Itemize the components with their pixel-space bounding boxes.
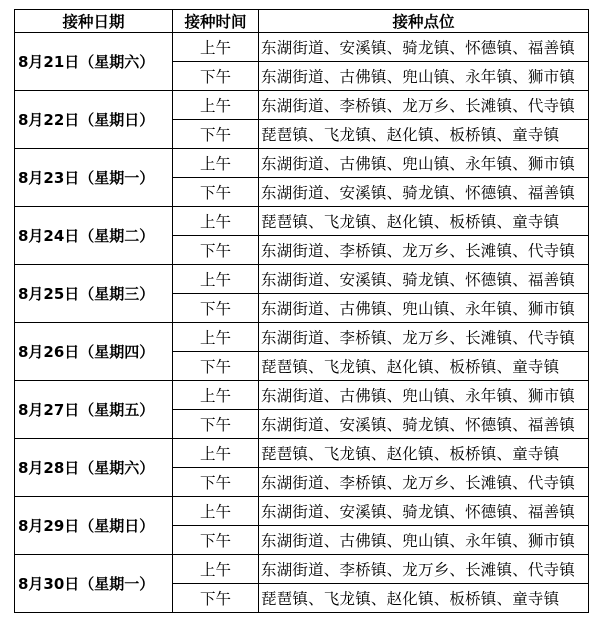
sites-cell-pm: 琵琶镇、飞龙镇、赵化镇、板桥镇、童寺镇	[259, 584, 589, 613]
date-cell: 8月30日（星期一）	[15, 555, 173, 613]
sites-cell-pm: 东湖街道、安溪镇、骑龙镇、怀德镇、福善镇	[259, 410, 589, 439]
time-cell-pm: 下午	[173, 468, 259, 497]
time-cell-am: 上午	[173, 149, 259, 178]
sites-cell-pm: 东湖街道、李桥镇、龙万乡、长滩镇、代寺镇	[259, 468, 589, 497]
header-row	[15, 10, 589, 33]
time-cell-pm: 下午	[173, 410, 259, 439]
table-row	[15, 149, 589, 178]
table-row	[15, 381, 589, 410]
time-cell-pm: 下午	[173, 584, 259, 613]
time-cell-pm: 下午	[173, 120, 259, 149]
table-row	[15, 207, 589, 236]
sites-cell-pm: 东湖街道、李桥镇、龙万乡、长滩镇、代寺镇	[259, 236, 589, 265]
sites-cell-am: 东湖街道、古佛镇、兜山镇、永年镇、狮市镇	[259, 381, 589, 410]
sites-cell-pm: 东湖街道、古佛镇、兜山镇、永年镇、狮市镇	[259, 294, 589, 323]
date-cell: 8月26日（星期四）	[15, 323, 173, 381]
time-cell-am: 上午	[173, 439, 259, 468]
sites-cell-am: 东湖街道、李桥镇、龙万乡、长滩镇、代寺镇	[259, 91, 589, 120]
date-cell: 8月28日（星期六）	[15, 439, 173, 497]
time-cell-am: 上午	[173, 381, 259, 410]
sites-cell-pm: 琵琶镇、飞龙镇、赵化镇、板桥镇、童寺镇	[259, 352, 589, 381]
time-cell-pm: 下午	[173, 352, 259, 381]
sites-cell-am: 东湖街道、安溪镇、骑龙镇、怀德镇、福善镇	[259, 265, 589, 294]
table-row	[15, 265, 589, 294]
time-cell-am: 上午	[173, 207, 259, 236]
sites-cell-pm: 东湖街道、安溪镇、骑龙镇、怀德镇、福善镇	[259, 178, 589, 207]
time-cell-pm: 下午	[173, 526, 259, 555]
table-row	[15, 91, 589, 120]
time-cell-am: 上午	[173, 33, 259, 62]
sites-cell-pm: 东湖街道、古佛镇、兜山镇、永年镇、狮市镇	[259, 62, 589, 91]
table-row	[15, 555, 589, 584]
date-cell: 8月29日（星期日）	[15, 497, 173, 555]
time-cell-am: 上午	[173, 323, 259, 352]
header-time: 接种时间	[173, 10, 259, 33]
date-cell: 8月24日（星期二）	[15, 207, 173, 265]
header-sites: 接种点位	[259, 10, 589, 33]
time-cell-am: 上午	[173, 555, 259, 584]
time-cell-am: 上午	[173, 91, 259, 120]
sites-cell-pm: 琵琶镇、飞龙镇、赵化镇、板桥镇、童寺镇	[259, 120, 589, 149]
date-cell: 8月23日（星期一）	[15, 149, 173, 207]
schedule-body	[15, 33, 589, 613]
schedule-container	[14, 9, 589, 613]
date-cell: 8月27日（星期五）	[15, 381, 173, 439]
time-cell-am: 上午	[173, 497, 259, 526]
time-cell-pm: 下午	[173, 236, 259, 265]
date-cell: 8月21日（星期六）	[15, 33, 173, 91]
time-cell-pm: 下午	[173, 62, 259, 91]
table-row	[15, 323, 589, 352]
date-cell: 8月22日（星期日）	[15, 91, 173, 149]
sites-cell-am: 东湖街道、安溪镇、骑龙镇、怀德镇、福善镇	[259, 33, 589, 62]
date-cell: 8月25日（星期三）	[15, 265, 173, 323]
time-cell-am: 上午	[173, 265, 259, 294]
sites-cell-am: 琵琶镇、飞龙镇、赵化镇、板桥镇、童寺镇	[259, 207, 589, 236]
time-cell-pm: 下午	[173, 178, 259, 207]
sites-cell-am: 东湖街道、安溪镇、骑龙镇、怀德镇、福善镇	[259, 497, 589, 526]
vaccination-schedule-table	[14, 9, 589, 613]
table-row	[15, 33, 589, 62]
sites-cell-am: 东湖街道、李桥镇、龙万乡、长滩镇、代寺镇	[259, 323, 589, 352]
sites-cell-pm: 东湖街道、古佛镇、兜山镇、永年镇、狮市镇	[259, 526, 589, 555]
sites-cell-am: 琵琶镇、飞龙镇、赵化镇、板桥镇、童寺镇	[259, 439, 589, 468]
time-cell-pm: 下午	[173, 294, 259, 323]
sites-cell-am: 东湖街道、古佛镇、兜山镇、永年镇、狮市镇	[259, 149, 589, 178]
sites-cell-am: 东湖街道、李桥镇、龙万乡、长滩镇、代寺镇	[259, 555, 589, 584]
table-row	[15, 439, 589, 468]
table-row	[15, 497, 589, 526]
header-date: 接种日期	[15, 10, 173, 33]
